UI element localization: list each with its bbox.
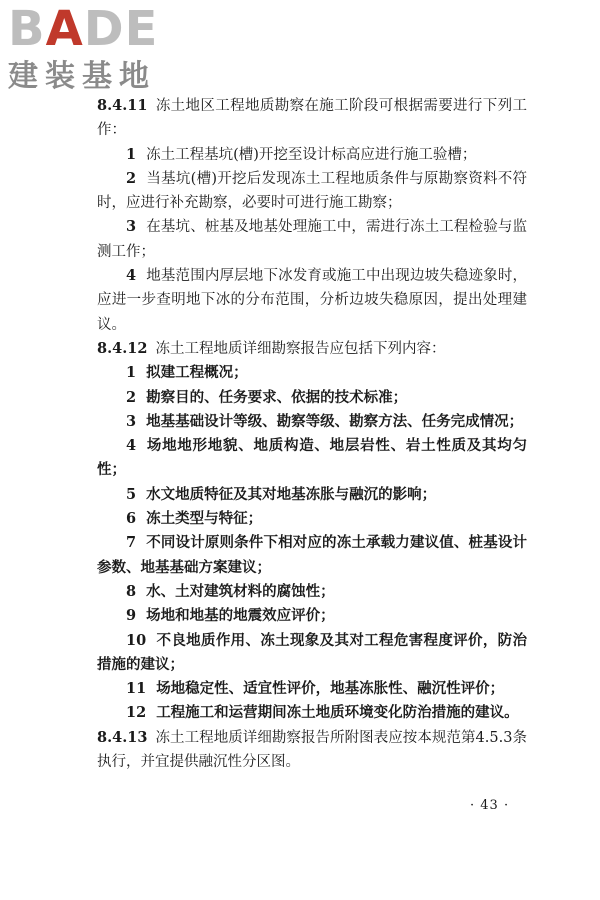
list-item [97,215,527,264]
item-number: 12 [126,704,147,722]
bade-logo [8,1,178,94]
paragraph-text: 不同设计原则条件下相对应的冻土承载力建议值、桩基设计参数、地基基础方案建议； [97,534,527,576]
section-number: 8.4.11 [97,97,148,114]
paragraph-text: 地基范围内厚层地下冰发育或施工中出现边坡失稳迹象时，应进一步查明地下冰的分布范围，分析边坡失稳原因，提出处理建议。 [97,268,527,333]
paragraph-text: 冻土工程地质详细勘察报告应包括下列内容： [155,340,446,357]
item-number: 4 [126,437,137,455]
item-number: 7 [126,534,137,552]
logo-wordmark [8,1,178,57]
item-number: 1 [126,364,137,382]
list-item [97,386,527,410]
item-number: 2 [126,388,137,406]
paragraph-text: 勘察目的、任务要求、依据的技术标准； [146,388,408,406]
list-item [97,143,527,167]
list-item [97,361,527,385]
paragraph-text: 场地稳定性、适宜性评价，地基冻胀性、融沉性评价； [156,680,505,698]
list-item [97,264,527,337]
list-item [97,483,527,507]
paragraph-text: 拟建工程概况； [146,364,248,382]
list-item [97,507,527,531]
paragraph-text: 场地地形地貌、地质构造、地层岩性、岩土性质及其均匀性； [97,437,527,479]
item-number: 9 [126,607,137,625]
logo-subtitle: 建装基地 [8,59,156,94]
paragraph-text: 当基坑(槽)开挖后发现冻土工程地质条件与原勘察资料不符时，应进行补充勘察，必要时可进行施工勘察； [97,170,527,212]
list-item [97,531,527,580]
list-item [97,410,527,434]
paragraph-text: 水、土对建筑材料的腐蚀性； [146,582,335,600]
paragraph-text: 场地和地基的地震效应评价； [146,607,335,625]
item-number: 2 [126,169,137,187]
logo-letter-a: A [45,1,84,57]
section-number: 8.4.12 [97,339,148,357]
item-number: 3 [126,412,137,430]
list-item [97,629,527,678]
paragraph-text: 冻土工程基坑(槽)开挖至设计标高应进行施工验槽； [146,146,477,163]
paragraph-text: 冻土类型与特征； [146,510,263,528]
logo-letters-de: DE [83,1,159,57]
section-number: 8.4.13 [97,728,148,746]
item-number: 6 [126,510,137,528]
item-number: 5 [126,485,137,503]
item-number: 10 [126,631,147,649]
section-paragraph [97,337,527,361]
list-item [97,434,527,483]
paragraph-text: 冻土工程地质详细勘察报告所附图表应按本规范第4.5.3条执行，并宜提供融沉性分区图。 [97,729,527,771]
list-item [97,677,527,701]
section-paragraph [97,94,527,143]
list-item [97,580,527,604]
paragraph-text: 冻土地区工程地质勘察在施工阶段可根据需要进行下列工作： [97,98,527,139]
paragraph-text: 地基基础设计等级、勘察等级、勘察方法、任务完成情况； [146,412,524,430]
list-item [97,167,527,216]
document-body [97,94,527,774]
section-paragraph [97,726,527,775]
page-number: · 43 · [470,798,510,813]
paragraph-text: 工程施工和运营期间冻土地质环境变化防治措施的建议。 [156,704,519,722]
paragraph-text: 不良地质作用、冻土现象及其对工程危害程度评价，防治措施的建议； [97,631,527,673]
item-number: 8 [126,582,137,600]
list-item [97,604,527,628]
logo-letter-b: B [8,1,46,57]
list-item [97,701,527,725]
item-number: 4 [126,267,137,285]
item-number: 3 [126,218,137,236]
item-number: 1 [126,145,137,163]
item-number: 11 [126,680,147,698]
paragraph-text: 在基坑、桩基及地基处理施工中，需进行冻土工程检验与监测工作； [97,219,527,260]
paragraph-text: 水文地质特征及其对地基冻胀与融沉的影响； [146,485,437,503]
